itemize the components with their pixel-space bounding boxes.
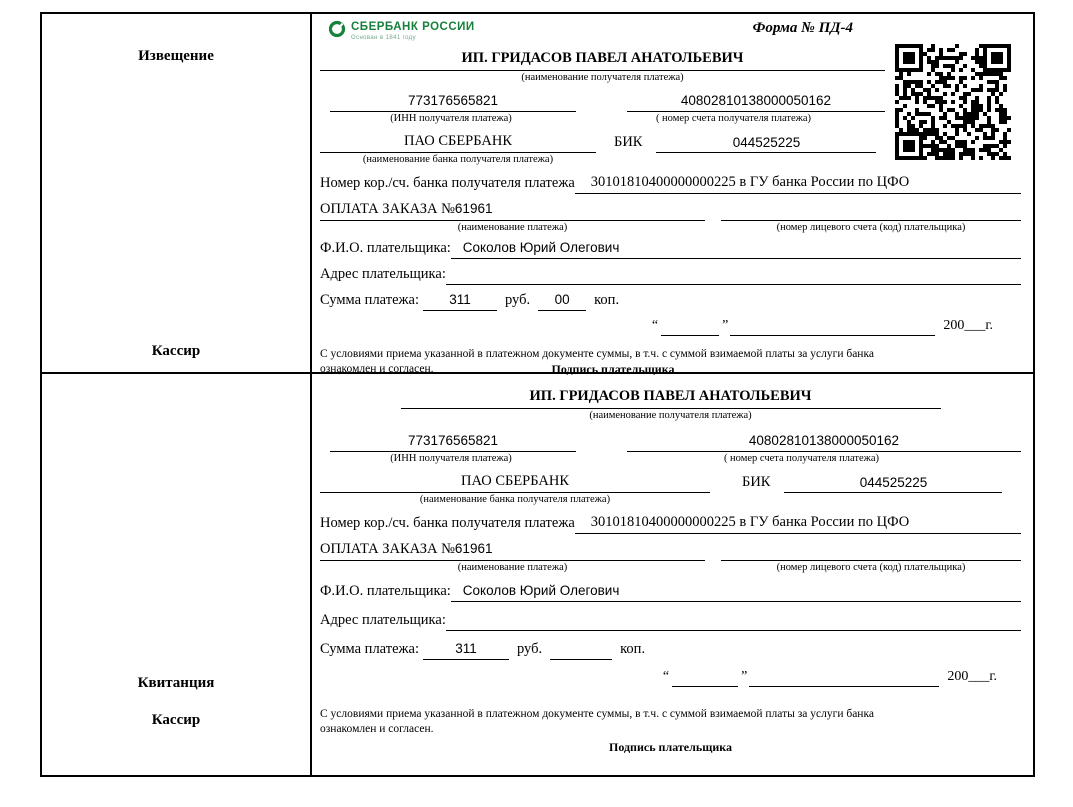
payment-label: ОПЛАТА ЗАКАЗА № [320, 201, 455, 217]
date-month-blank [730, 319, 935, 336]
sum-kop-value: 00 [538, 292, 586, 311]
quote-open: “ [662, 669, 670, 684]
corr-label: Номер кор./сч. банка получателя платежа [320, 175, 575, 191]
inn-account-row [320, 433, 1021, 464]
payee-caption: (наименование получателя платежа) [521, 72, 684, 83]
notice-cashier-label: Кассир [151, 343, 201, 359]
payer-address-row [320, 266, 1021, 285]
form-number-label: Форма № ПД-4 [752, 20, 853, 36]
inn-caption: (ИНН получателя платежа) [390, 113, 512, 124]
corr-value: 30101810400000000225 в ГУ банка России по ЦФО [575, 514, 1021, 534]
terms-block [320, 347, 1021, 378]
date-row [320, 318, 1021, 336]
rub-label: руб. [517, 641, 543, 657]
personal-account-blank [721, 541, 1021, 561]
notice-body [312, 14, 1033, 376]
bik-value: 044525225 [784, 475, 1002, 493]
notice-title: Извещение [138, 48, 214, 64]
notice-top-block [320, 50, 885, 165]
sum-row [320, 641, 1021, 660]
payer-address-blank [446, 612, 1021, 631]
payer-name-row [320, 583, 1021, 602]
bank-name: ПАО СБЕРБАНК [320, 133, 596, 153]
rub-label: руб. [505, 292, 531, 308]
personal-account-blank [721, 201, 1021, 221]
account-value: 40802810138000050162 [627, 93, 885, 112]
terms-line2: ознакомлен и согласен. [320, 722, 434, 735]
year-label: 200___г. [947, 669, 997, 684]
quote-open: “ [651, 318, 659, 333]
sberbank-emblem-icon [328, 20, 346, 43]
receipt-stub-cell [42, 374, 312, 775]
kop-label: коп. [620, 641, 646, 657]
date-day-blank [672, 670, 738, 687]
signature-label: Подпись плательщика [551, 361, 675, 376]
bank-row [320, 133, 885, 153]
qr-code [895, 44, 1011, 160]
payer-name-label: Ф.И.О. плательщика: [320, 240, 451, 256]
inn-account-row [320, 93, 885, 124]
notice-stub-cell [42, 14, 312, 372]
date-row [320, 669, 1021, 687]
quote-close: ” [722, 318, 729, 333]
payer-address-blank [446, 266, 1021, 285]
sberbank-wordmark: СБЕРБАНК РОССИИ [351, 20, 475, 33]
notice-section [42, 14, 1033, 374]
payment-name-row [320, 541, 1021, 561]
sum-row [320, 292, 1021, 311]
year-label: 200___г. [943, 318, 993, 333]
sum-rub-value: 311 [423, 292, 497, 311]
terms-line2: ознакомлен и согласен. [320, 362, 434, 375]
account-caption: ( номер счета получателя платежа) [655, 113, 812, 124]
bik-value: 044525225 [656, 135, 876, 153]
quote-close: ” [741, 669, 748, 684]
bank-row [320, 473, 1021, 493]
sberbank-logo [328, 20, 475, 43]
terms-line1: С условиями приема указанной в платежном документе суммы, в т.ч. с суммой взимаемой платы за услуги банка [320, 708, 874, 720]
date-day-blank [661, 319, 719, 336]
corr-account-row [320, 514, 1021, 534]
payee-name: ИП. ГРИДАСОВ ПАВЕЛ АНАТОЛЬЕВИЧ [320, 50, 885, 71]
bank-caption: (наименование банка получателя платежа) [419, 494, 611, 505]
personal-account-caption: (номер лицевого счета (код) плательщика) [776, 562, 966, 573]
payer-name-value: Соколов Юрий Олегович [451, 583, 1021, 602]
payment-name-row [320, 201, 1021, 221]
payer-name-row [320, 240, 1021, 259]
payment-label: ОПЛАТА ЗАКАЗА № [320, 541, 455, 557]
receipt-title: Квитанция [137, 675, 215, 691]
payer-name-value: Соколов Юрий Олегович [451, 240, 1021, 259]
bank-name: ПАО СБЕРБАНК [320, 473, 710, 493]
payment-caption: (наименование платежа) [457, 562, 568, 573]
signature-label: Подпись плательщика [609, 739, 732, 754]
account-value: 40802810138000050162 [627, 433, 1021, 452]
payer-address-label: Адрес плательщика: [320, 612, 446, 628]
sum-rub-value: 311 [423, 641, 509, 660]
account-caption: ( номер счета получателя платежа) [723, 453, 880, 464]
inn-value: 773176565821 [330, 93, 576, 112]
sberbank-tagline: Основан в 1841 году [351, 35, 416, 42]
form-table [40, 12, 1035, 777]
terms-line1: С условиями приема указанной в платежном документе суммы, в т.ч. с суммой взимаемой платы за услуги банка [320, 348, 874, 360]
payer-address-label: Адрес плательщика: [320, 266, 446, 282]
receipt-section [42, 374, 1033, 775]
payee-caption: (наименование получателя платежа) [589, 410, 752, 421]
payee-name: ИП. ГРИДАСОВ ПАВЕЛ АНАТОЛЬЕВИЧ [401, 388, 941, 409]
sum-kop-value [550, 641, 612, 660]
sum-label: Сумма платежа: [320, 641, 419, 657]
corr-value: 30101810400000000225 в ГУ банка России по ЦФО [575, 174, 1021, 194]
receipt-body [312, 374, 1033, 775]
terms-block [320, 707, 1021, 755]
personal-account-caption: (номер лицевого счета (код) плательщика) [776, 222, 966, 233]
bik-label: БИК [614, 134, 643, 150]
order-number: 61961 [454, 201, 493, 216]
date-month-blank [749, 670, 939, 687]
corr-label: Номер кор./сч. банка получателя платежа [320, 515, 575, 531]
order-number: 61961 [454, 541, 493, 556]
inn-value: 773176565821 [330, 433, 576, 452]
kop-label: коп. [594, 292, 620, 308]
bank-caption: (наименование банка получателя платежа) [362, 154, 554, 165]
bik-label: БИК [742, 474, 771, 490]
payment-caption: (наименование платежа) [457, 222, 568, 233]
receipt-cashier-label: Кассир [151, 712, 201, 728]
corr-account-row [320, 174, 1021, 194]
payer-address-row [320, 612, 1021, 631]
inn-caption: (ИНН получателя платежа) [390, 453, 512, 464]
sum-label: Сумма платежа: [320, 292, 419, 308]
payer-name-label: Ф.И.О. плательщика: [320, 583, 451, 599]
